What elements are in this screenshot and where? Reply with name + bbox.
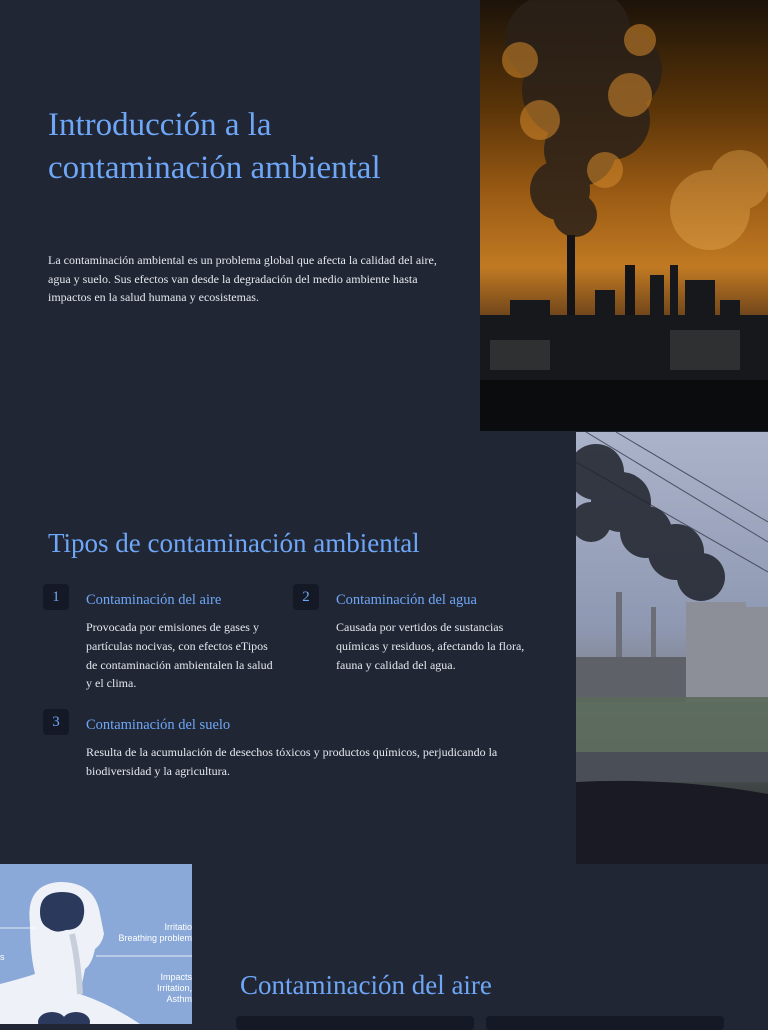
chimney-smoke-illustration	[576, 432, 768, 864]
card-1	[236, 1016, 474, 1030]
diagram-label-impacts: Impacts	[160, 972, 192, 982]
slide3-title: Contaminación del aire	[240, 970, 492, 1000]
diagram-label-irritation-2: Irritation,	[156, 983, 192, 993]
slide1-body: La contaminación ambiental es un problema global que afecta la calidad del aire, agua y suelo. Sus efectos van desde la degradación del medio ambiente hasta impactos en la salud humana y ecosistemas.	[48, 253, 437, 304]
diagram-label-breathing: Breathing problem	[118, 933, 192, 943]
item-1-heading: Contaminación del aire	[86, 592, 222, 608]
diagram-label-irritation: Irritatio	[164, 922, 192, 932]
item-3-body: Resulta de la acumulación de desechos tóxicos y productos químicos, perjudicando la biodiversidad y la agricultura.	[86, 745, 498, 778]
diagram-label-asthma: Asthm	[166, 994, 192, 1004]
item-2-body: Causada por vertidos de sustancias químicas y residuos, afectando la flora, fauna y calidad del agua.	[336, 620, 525, 672]
item-1-body: Provocada por emisiones de gases y partículas nocivas, con efectos eTipos de contaminación ambientalen la salud y el clima.	[86, 620, 273, 691]
item-2-heading: Contaminación del agua	[336, 592, 477, 608]
item-3-heading: Contaminación del suelo	[86, 717, 231, 733]
item-1-number: 1	[43, 584, 69, 610]
slide1-title: Introducción a la contaminación ambiental	[48, 107, 381, 186]
item-3-number: 3	[43, 709, 69, 735]
smoke-factory-illustration	[480, 0, 768, 431]
slide2-title: Tipos de contaminación ambiental	[48, 528, 420, 558]
health-impacts-diagram	[0, 864, 192, 1024]
smoke-factory-photo	[480, 0, 768, 431]
card-2	[486, 1016, 724, 1030]
chimney-smoke-photo	[576, 432, 768, 864]
item-2-number: 2	[293, 584, 319, 610]
diagram-left-fragment: s	[0, 952, 5, 962]
